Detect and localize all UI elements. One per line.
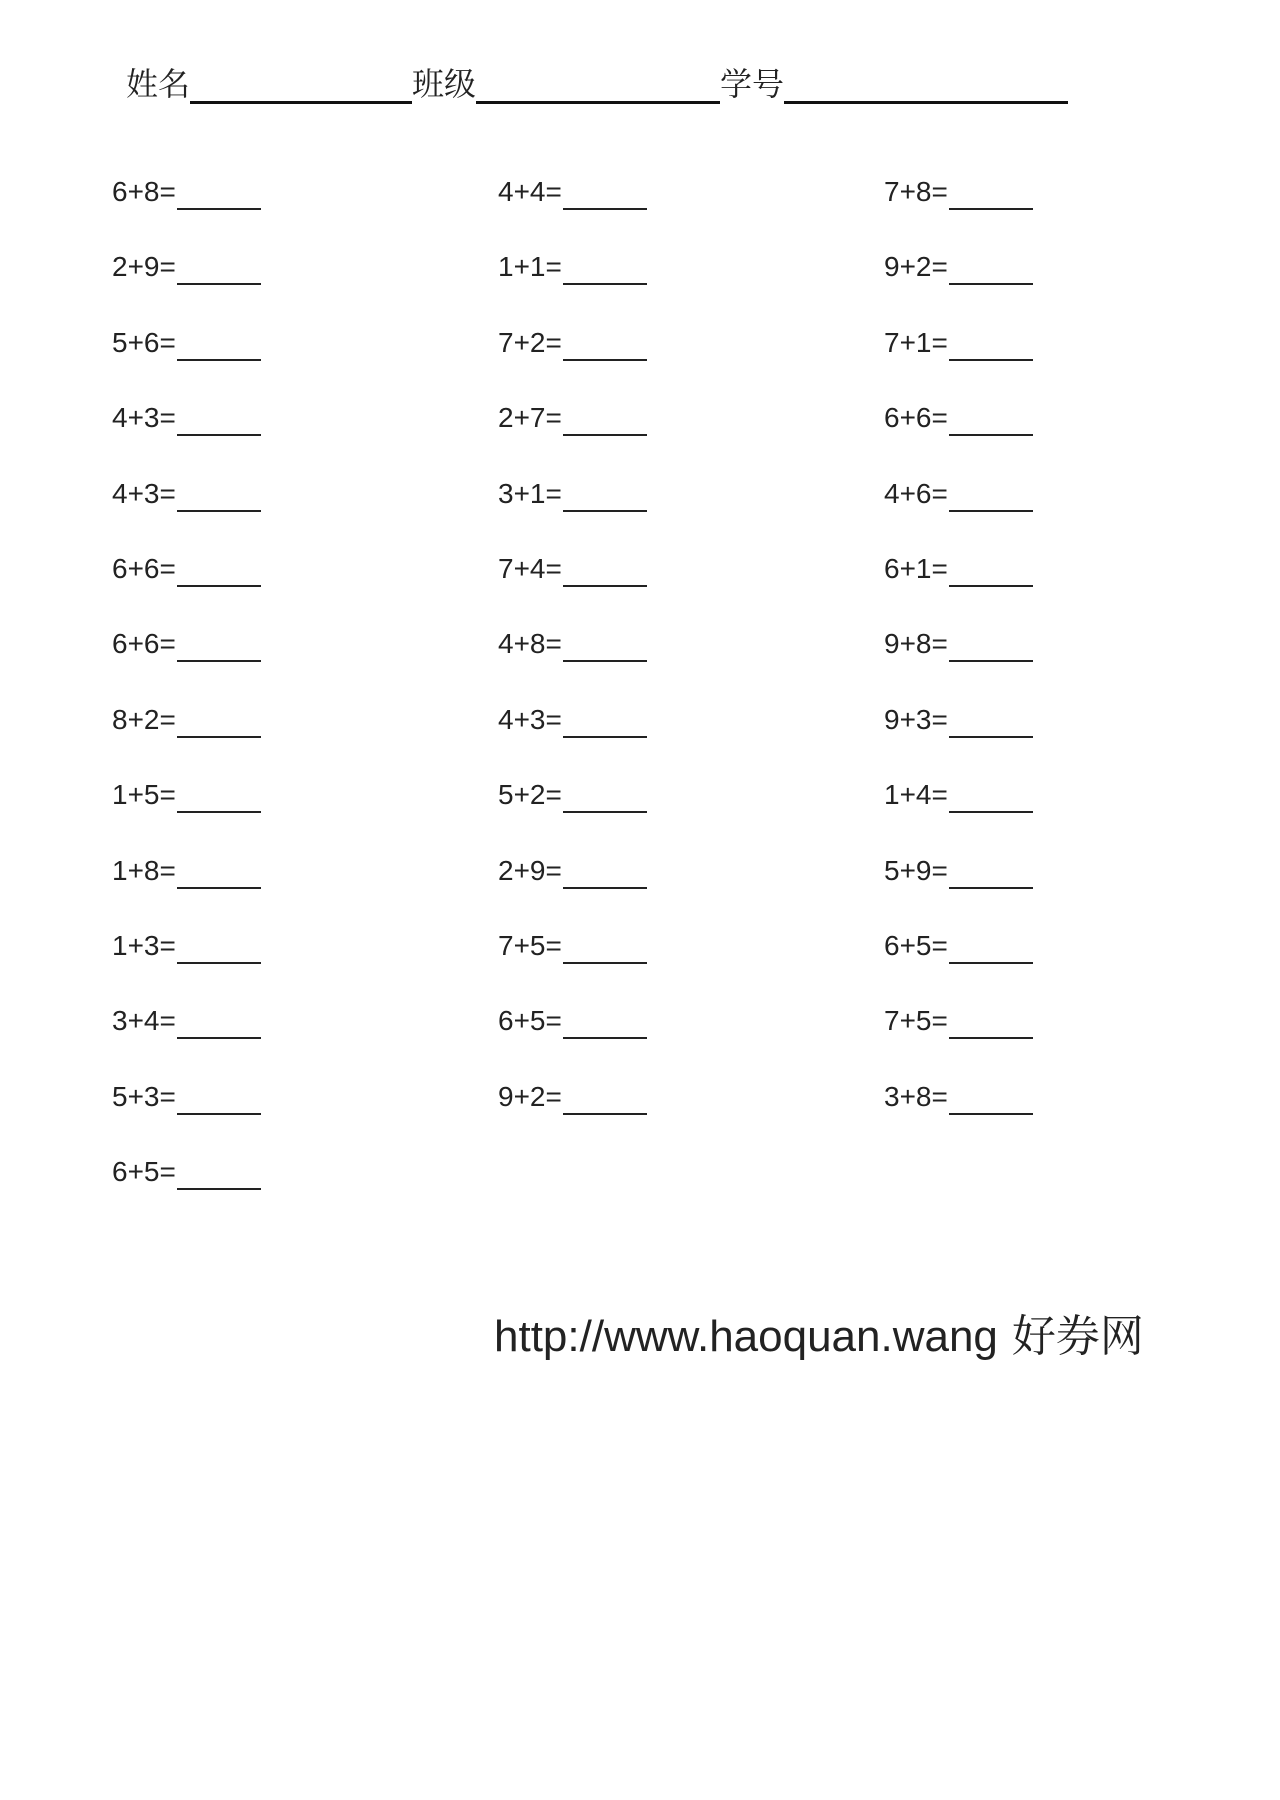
problem-row: [112, 773, 1112, 848]
math-problem: [498, 321, 647, 361]
answer-blank[interactable]: [949, 400, 1033, 436]
problem-expression: 2+7=: [498, 402, 562, 434]
problem-row: [112, 622, 1112, 697]
answer-blank[interactable]: [177, 702, 261, 738]
math-problem: [112, 773, 261, 813]
math-problem: [112, 622, 261, 662]
problem-expression: 2+9=: [112, 251, 176, 283]
math-problem: [498, 170, 647, 210]
math-problem: [498, 849, 647, 889]
answer-blank[interactable]: [949, 1079, 1033, 1115]
math-problem: [112, 1150, 261, 1190]
answer-blank[interactable]: [177, 626, 261, 662]
problem-row: [112, 472, 1112, 547]
problem-expression: 8+2=: [112, 703, 176, 735]
answer-blank[interactable]: [949, 702, 1033, 738]
math-problem: [498, 622, 647, 662]
problem-expression: 7+4=: [498, 552, 562, 584]
answer-blank[interactable]: [949, 174, 1033, 210]
math-problem: [498, 547, 647, 587]
problem-row: [112, 321, 1112, 396]
math-problem: [112, 472, 261, 512]
problem-expression: 5+3=: [112, 1080, 176, 1112]
problem-expression: 6+6=: [112, 628, 176, 660]
answer-blank[interactable]: [563, 174, 647, 210]
problem-expression: 5+9=: [884, 854, 948, 886]
math-problem: [884, 245, 1033, 285]
problem-expression: 7+5=: [884, 1005, 948, 1037]
name-blank-line: [190, 63, 412, 104]
problem-expression: 4+3=: [112, 477, 176, 509]
problem-expression: 9+3=: [884, 703, 948, 735]
answer-blank[interactable]: [177, 1079, 261, 1115]
answer-blank[interactable]: [949, 1003, 1033, 1039]
math-problem: [112, 849, 261, 889]
math-problem: [112, 999, 261, 1039]
answer-blank[interactable]: [563, 853, 647, 889]
math-problem: [884, 622, 1033, 662]
answer-blank[interactable]: [563, 325, 647, 361]
problem-expression: 4+8=: [498, 628, 562, 660]
problem-expression: 7+1=: [884, 326, 948, 358]
footer-site-name: 好券网: [1011, 1311, 1144, 1362]
problem-expression: 2+9=: [498, 854, 562, 886]
answer-blank[interactable]: [177, 928, 261, 964]
answer-blank[interactable]: [177, 325, 261, 361]
math-problem: [112, 547, 261, 587]
math-problem: [498, 396, 647, 436]
math-problem: [884, 396, 1033, 436]
answer-blank[interactable]: [177, 249, 261, 285]
problem-row: [112, 1150, 1112, 1225]
problem-expression: 5+6=: [112, 326, 176, 358]
problem-row: [112, 849, 1112, 924]
math-problem: [884, 1075, 1033, 1115]
answer-blank[interactable]: [563, 551, 647, 587]
math-problem: [498, 924, 647, 964]
problem-expression: 7+5=: [498, 929, 562, 961]
answer-blank[interactable]: [563, 702, 647, 738]
student-info-header: [126, 58, 1068, 104]
problem-expression: 4+4=: [498, 176, 562, 207]
answer-blank[interactable]: [563, 1079, 647, 1115]
answer-blank[interactable]: [177, 777, 261, 813]
footer-url: http://www.haoquan.wang: [494, 1312, 998, 1361]
math-problem: [112, 321, 261, 361]
answer-blank[interactable]: [949, 626, 1033, 662]
problem-expression: 1+4=: [884, 779, 948, 811]
answer-blank[interactable]: [563, 777, 647, 813]
problem-row: [112, 170, 1112, 245]
answer-blank[interactable]: [177, 400, 261, 436]
answer-blank[interactable]: [177, 1003, 261, 1039]
problem-expression: 9+8=: [884, 628, 948, 660]
problem-expression: 7+2=: [498, 326, 562, 358]
problem-expression: 3+4=: [112, 1005, 176, 1037]
class-label: 班级: [412, 65, 477, 103]
math-problem: [884, 924, 1033, 964]
math-problem: [112, 245, 261, 285]
problem-expression: 9+2=: [498, 1080, 562, 1112]
math-problem: [884, 999, 1033, 1039]
problem-expression: 9+2=: [884, 251, 948, 283]
problem-expression: 1+5=: [112, 779, 176, 811]
problem-expression: 4+3=: [498, 703, 562, 735]
answer-blank[interactable]: [949, 325, 1033, 361]
answer-blank[interactable]: [563, 249, 647, 285]
problem-expression: 6+6=: [112, 552, 176, 584]
problem-row: [112, 396, 1112, 471]
answer-blank[interactable]: [177, 551, 261, 587]
math-problem: [884, 547, 1033, 587]
math-problem: [884, 321, 1033, 361]
problem-expression: 3+8=: [884, 1080, 948, 1112]
problem-expression: 6+5=: [498, 1005, 562, 1037]
math-problem: [112, 1075, 261, 1115]
problem-expression: 1+3=: [112, 929, 176, 961]
problem-expression: 5+2=: [498, 779, 562, 811]
math-problem: [884, 849, 1033, 889]
problem-expression: 3+1=: [498, 477, 562, 509]
answer-blank[interactable]: [949, 249, 1033, 285]
answer-blank[interactable]: [177, 853, 261, 889]
answer-blank[interactable]: [563, 400, 647, 436]
problem-expression: 6+8=: [112, 176, 176, 207]
problem-row: [112, 547, 1112, 622]
problem-expression: 4+3=: [112, 402, 176, 434]
problem-row: [112, 999, 1112, 1074]
math-problem: [498, 773, 647, 813]
problem-grid: [112, 170, 1112, 1225]
footer: [494, 1310, 1144, 1364]
name-label: 姓名: [126, 65, 191, 103]
answer-blank[interactable]: [949, 928, 1033, 964]
problem-expression: 6+5=: [112, 1156, 176, 1188]
problem-row: [112, 924, 1112, 999]
problem-expression: 1+1=: [498, 251, 562, 283]
math-problem: [498, 472, 647, 512]
problem-row: [112, 245, 1112, 320]
math-problem: [112, 698, 261, 738]
math-problem: [498, 999, 647, 1039]
math-problem: [498, 1075, 647, 1115]
answer-blank[interactable]: [949, 476, 1033, 512]
problem-row: [112, 1075, 1112, 1150]
math-problem: [884, 170, 1033, 210]
answer-blank[interactable]: [949, 551, 1033, 587]
math-problem: [112, 924, 261, 964]
answer-blank[interactable]: [563, 476, 647, 512]
problem-expression: 4+6=: [884, 477, 948, 509]
problem-expression: 1+8=: [112, 854, 176, 886]
math-problem: [498, 245, 647, 285]
problem-expression: 6+1=: [884, 552, 948, 584]
answer-blank[interactable]: [177, 476, 261, 512]
math-problem: [112, 170, 261, 210]
student-id-blank-line: [784, 63, 1068, 104]
answer-blank[interactable]: [563, 928, 647, 964]
answer-blank[interactable]: [177, 174, 261, 210]
answer-blank[interactable]: [949, 777, 1033, 813]
problem-expression: 7+8=: [884, 176, 948, 207]
answer-blank[interactable]: [177, 1154, 261, 1190]
problem-expression: 6+6=: [884, 402, 948, 434]
class-blank-line: [476, 63, 720, 104]
problem-expression: 6+5=: [884, 929, 948, 961]
math-problem: [112, 396, 261, 436]
student-id-label: 学号: [720, 65, 785, 103]
math-problem: [498, 698, 647, 738]
math-problem: [884, 773, 1033, 813]
math-problem: [884, 698, 1033, 738]
math-problem: [884, 472, 1033, 512]
problem-row: [112, 698, 1112, 773]
answer-blank[interactable]: [949, 853, 1033, 889]
answer-blank[interactable]: [563, 1003, 647, 1039]
answer-blank[interactable]: [563, 626, 647, 662]
